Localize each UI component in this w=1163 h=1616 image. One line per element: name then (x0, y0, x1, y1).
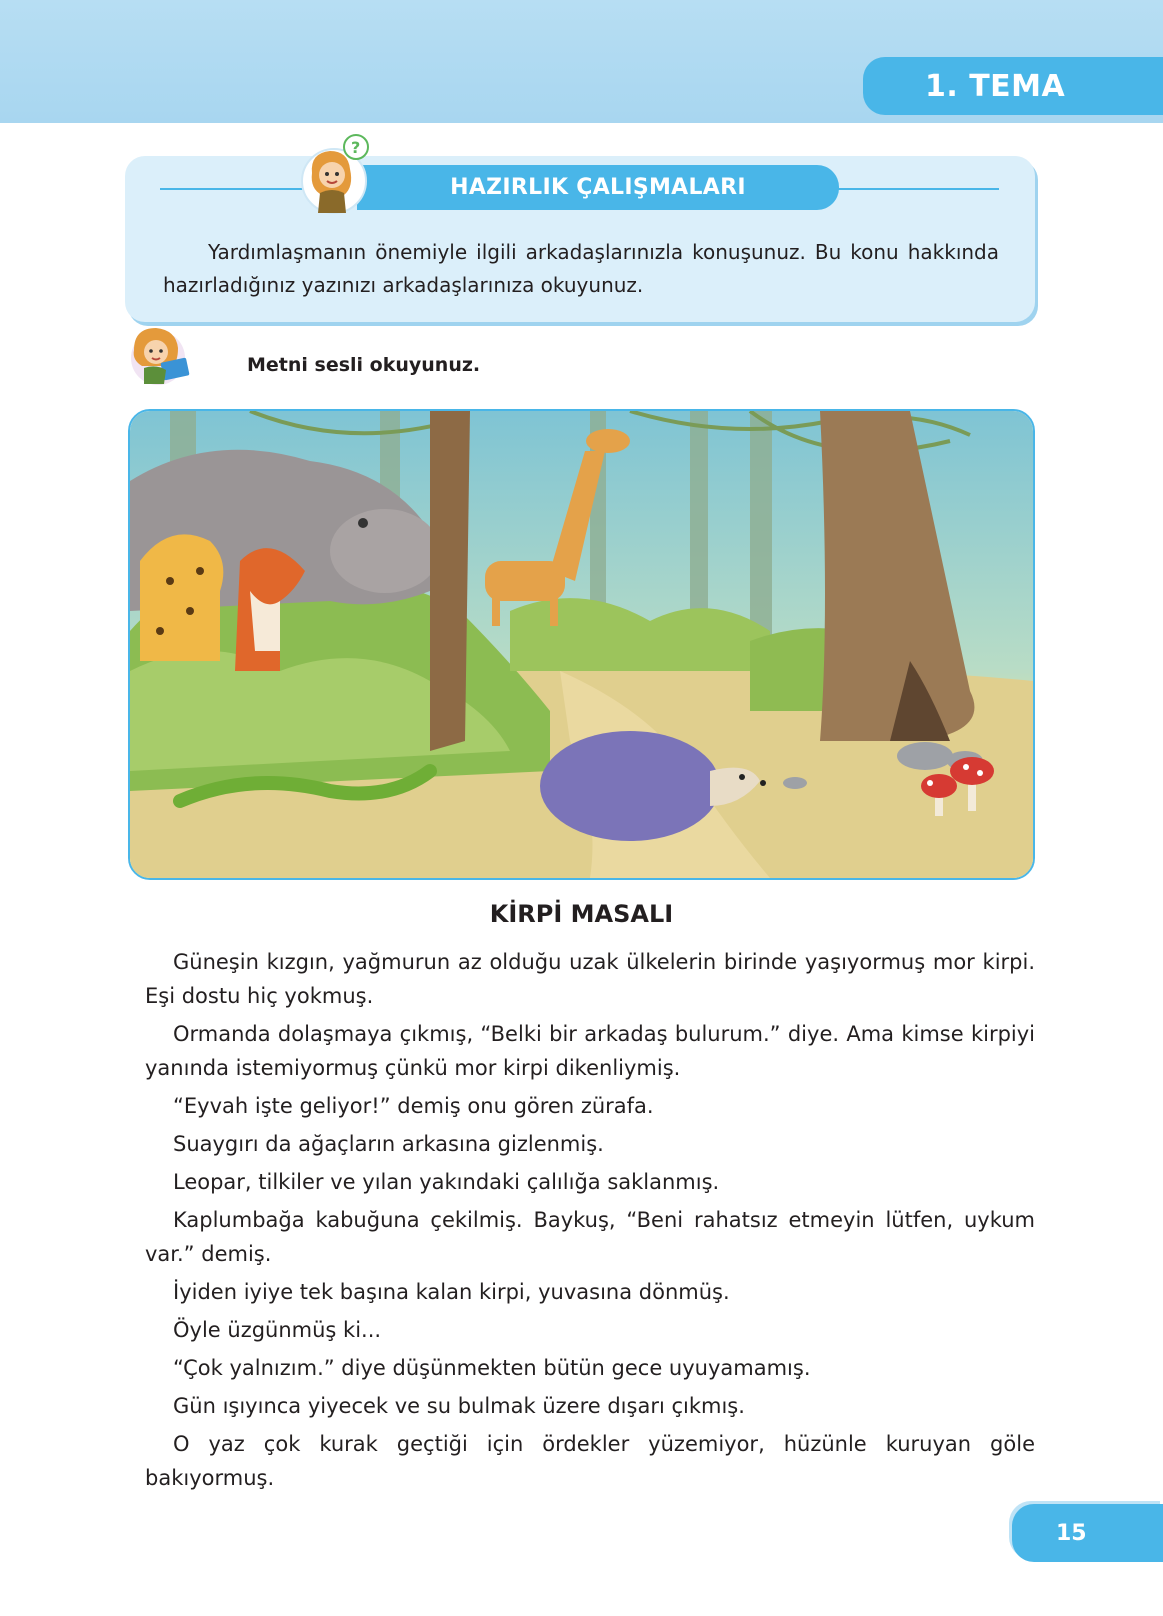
story-paragraph: Leopar, tilkiler ve yılan yakındaki çalılığa saklanmış. (173, 1170, 720, 1194)
story-paragraph: Öyle üzgünmüş ki... (173, 1318, 382, 1342)
girl-reading-icon (120, 322, 200, 386)
story-paragraph: Güneşin kızgın, yağmurun az olduğu uzak ülkelerin birinde yaşıyormuş mor kirpi. Eşi dostu hiç yokmuş. (145, 950, 1035, 1008)
story-title: KİRPİ MASALI (489, 900, 674, 928)
story-paragraph: O yaz çok kurak geçtiği için ördekler yüzemiyor, hüzünle kuruyan göle bakıyormuş. (145, 1432, 1035, 1490)
story-text (145, 945, 1035, 1499)
preparation-text: Yardımlaşmanın önemiyle ilgili arkadaşlarınızla konuşunuz. Bu konu hakkında hazırladığınız yazınızı arkadaşlarınıza okuyunuz. (163, 240, 999, 297)
story-paragraph: Gün ışıyınca yiyecek ve su bulmak üzere dışarı çıkmış. (173, 1394, 745, 1418)
theme-tab: 1. TEMA (863, 57, 1163, 115)
girl-question-icon (296, 133, 376, 217)
preparation-title: HAZIRLIK ÇALIŞMALARI (357, 165, 839, 210)
story-paragraph: Kaplumbağa kabuğuna çekilmiş. Baykuş, “Beni rahatsız etmeyin lütfen, uykum var.” demiş. (145, 1208, 1035, 1266)
reading-instruction: Metni sesli okuyunuz. (247, 354, 481, 376)
story-paragraph: Ormanda dolaşmaya çıkmış, “Belki bir arkadaş bulurum.” diye. Ama kimse kirpiyi yanında istemiyormuş çünkü mor kirpi dikenliymiş. (145, 1022, 1035, 1080)
forest-illustration (128, 409, 1035, 880)
story-paragraph: İyiden iyiye tek başına kalan kirpi, yuvasına dönmüş. (173, 1280, 730, 1304)
leopard (140, 534, 223, 661)
page-number: 15 (1012, 1504, 1163, 1562)
story-paragraph: “Eyvah işte geliyor!” demiş onu gören zürafa. (173, 1094, 654, 1118)
story-paragraph: “Çok yalnızım.” diye düşünmekten bütün gece uyuyamamış. (173, 1356, 811, 1380)
title-rule-right (836, 188, 999, 190)
story-paragraph: Suaygırı da ağaçların arkasına gizlenmiş. (173, 1132, 604, 1156)
svg-text:?: ? (351, 138, 361, 157)
